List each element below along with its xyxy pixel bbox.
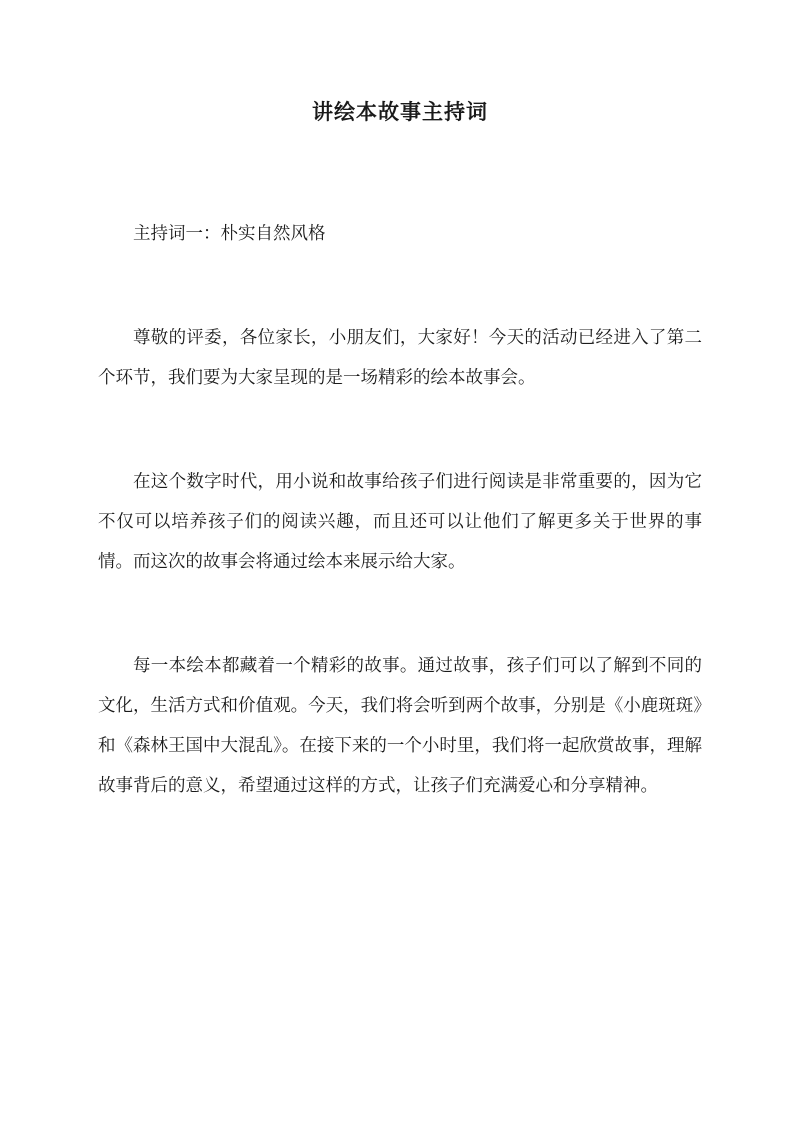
paragraph-1: 尊敬的评委，各位家长，小朋友们，大家好！今天的活动已经进入了第二个环节，我们要为大家呈现的是一场精彩的绘本故事会。 <box>98 328 702 388</box>
paragraph-2: 在这个数字时代，用小说和故事给孩子们进行阅读是非常重要的，因为它不仅可以培养孩子们的阅读兴趣，而且还可以让他们了解更多关于世界的事情。而这次的故事会将通过绘本来展示给大家。 <box>98 472 702 572</box>
document-title: 讲绘本故事主持词 <box>312 99 488 124</box>
document-body <box>98 214 702 806</box>
paragraph-3: 每一本绘本都藏着一个精彩的故事。通过故事，孩子们可以了解到不同的文化，生活方式和价值观。今天，我们将会听到两个故事，分别是《小鹿斑斑》和《森林王国中大混乱》。在接下来的一个小时里，我们将一起欣赏故事，理解故事背后的意义，希望通过这样的方式，让孩子们充满爱心和分享精神。 <box>98 656 702 796</box>
section-subtitle: 主持词一：朴实自然风格 <box>133 224 326 244</box>
